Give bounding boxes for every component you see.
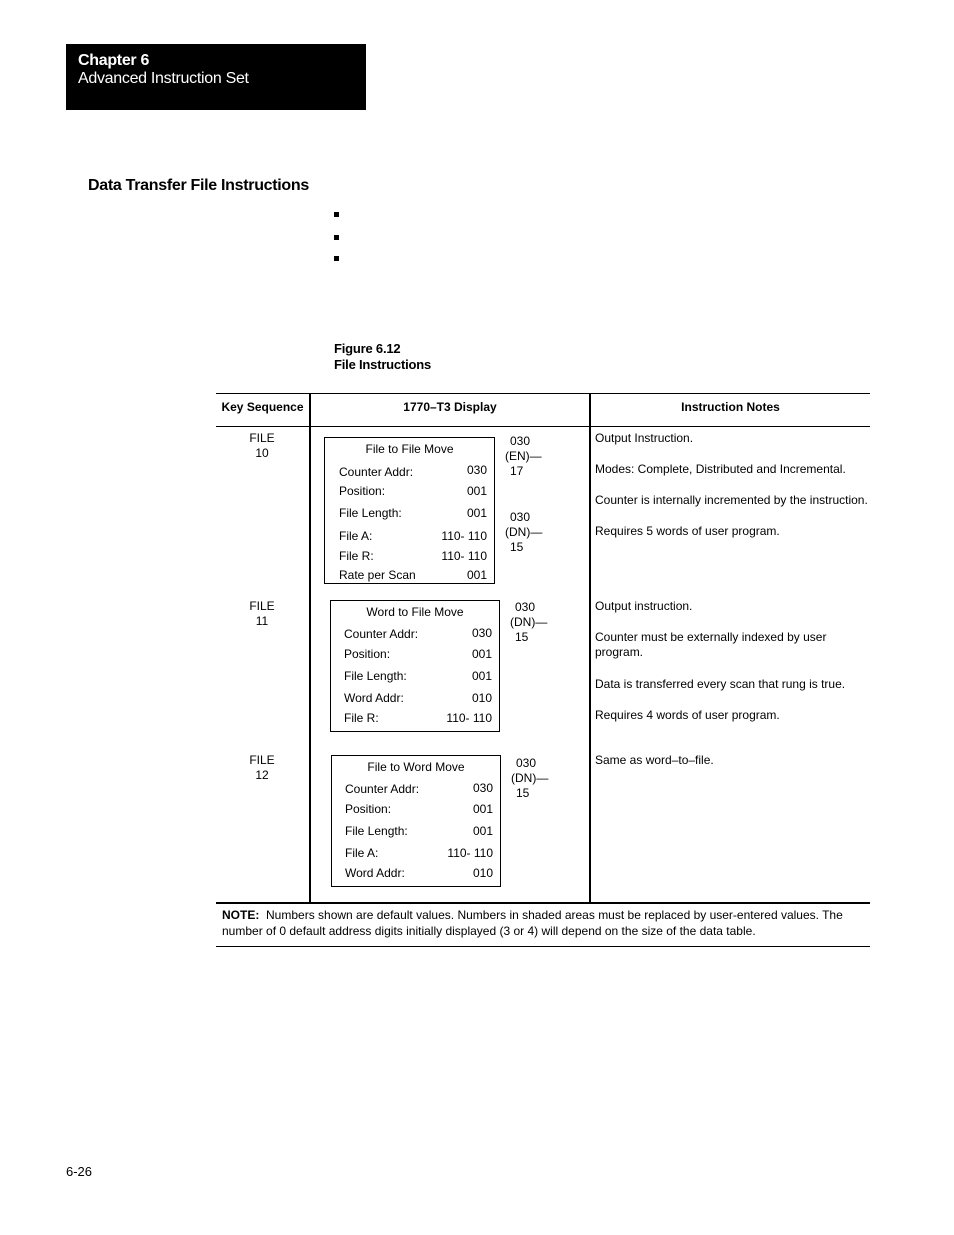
instruction-block [330,600,500,732]
coil-address: 030 [515,600,536,614]
bullet-icon [334,235,339,240]
note-line: Same as word–to–file. [595,753,714,767]
field-label: Word Addr: [344,691,404,705]
bullet-icon [334,212,339,217]
instruction-block [331,755,501,887]
header-display: 1770–T3 Display [403,400,497,414]
chapter-number: Chapter 6 [78,52,150,69]
chapter-subtitle: Advanced Instruction Set [78,70,249,87]
bullet-icon [334,256,339,261]
coil-bit: 17 [510,464,524,478]
note-line: program. [595,645,644,659]
instruction-block [324,437,495,584]
field-value: 110- 110 [441,549,487,563]
coil-mnemonic: DN [515,771,533,785]
coil-bit: 15 [510,540,524,554]
field-label: File R: [344,711,379,725]
note-line: number of 0 default address digits initially displayed (3 or 4) will depend on the size of the data table. [222,924,756,938]
field-value: 030 [471,626,492,640]
field-label: Counter Addr: [339,465,414,479]
output-coil: 030 (DN)— 15 [511,756,549,800]
field-label: File A: [339,529,373,543]
note-line: Counter is internally incremented by the instruction. [595,493,868,507]
note-label: NOTE: [222,908,260,922]
field-label: Position: [339,484,386,498]
key-sequence [232,599,292,629]
key-sequence [232,431,292,461]
field-label: Position: [344,647,391,661]
note-line: Output instruction. [595,599,693,613]
output-coil: 030 (EN)— 17 [505,434,542,478]
block-title: File to File Move [365,442,454,456]
table-bottom-rule [216,902,870,904]
note-line: Numbers shown are default values. Numbers in shaded areas must be replaced by user-entered values. The [266,908,843,922]
key-name: FILE [249,753,275,767]
field-value: 030 [472,781,493,795]
table-top-rule [216,393,870,394]
field-value: 001 [466,506,487,520]
field-label: File Length: [339,506,402,520]
key-name: FILE [249,599,275,613]
chapter-header [66,44,366,110]
field-label: Word Addr: [345,866,405,880]
note-line: Data is transferred every scan that rung is true. [595,677,846,691]
note-line: Output Instruction. [595,431,694,445]
block-title: Word to File Move [366,605,464,619]
coil-mnemonic: DN [509,525,527,539]
header-rule [216,426,870,427]
field-value: 110- 110 [447,846,493,860]
key-sequence [232,753,292,783]
block-title: File to Word Move [367,760,465,774]
coil-address: 030 [516,756,537,770]
field-value: 001 [472,824,493,838]
field-value: 001 [471,669,492,683]
field-label: File Length: [345,824,408,838]
note-line: Requires 5 words of user program. [595,524,780,538]
field-value: 010 [471,691,492,705]
field-value: 001 [472,802,493,816]
coil-bit: 15 [516,786,530,800]
field-value: 001 [466,568,487,582]
note-line: Requires 4 words of user program. [595,708,780,722]
figure-caption: File Instructions [334,357,432,372]
coil-mnemonic: DN [514,615,532,629]
section-title: Data Transfer File Instructions [88,177,309,194]
output-coil: 030 (DN)— 15 [510,600,548,644]
field-value: 110- 110 [441,529,487,543]
field-label: Counter Addr: [345,782,420,796]
coil-address: 030 [510,510,531,524]
field-label: File Length: [344,669,407,683]
field-value: 001 [466,484,487,498]
header-key-sequence: Key Sequence [221,400,304,414]
note-bottom-rule [216,946,870,947]
column-divider [589,393,591,903]
column-divider [309,393,311,903]
note-line: Modes: Complete, Distributed and Incremental. [595,462,846,476]
field-value: 110- 110 [446,711,492,725]
coil-address: 030 [510,434,531,448]
figure-number: Figure 6.12 [334,341,401,356]
field-label: Rate per Scan [339,568,416,582]
field-label: Position: [345,802,392,816]
key-name: FILE [249,431,275,445]
field-label: Counter Addr: [344,627,419,641]
field-value: 030 [466,463,487,477]
table-footnote [222,907,862,939]
coil-bit: 15 [515,630,529,644]
field-value: 001 [471,647,492,661]
field-label: File R: [339,549,374,563]
key-number: 11 [255,614,269,628]
coil-mnemonic: EN [509,449,526,463]
key-number: 12 [255,768,269,782]
page-number: 6-26 [66,1164,93,1179]
header-notes: Instruction Notes [681,400,780,414]
key-number: 10 [255,446,269,460]
note-line: Counter must be externally indexed by user [595,630,827,644]
field-label: File A: [345,846,379,860]
field-value: 010 [472,866,493,880]
output-coil: 030 (DN)— 15 [505,510,543,554]
